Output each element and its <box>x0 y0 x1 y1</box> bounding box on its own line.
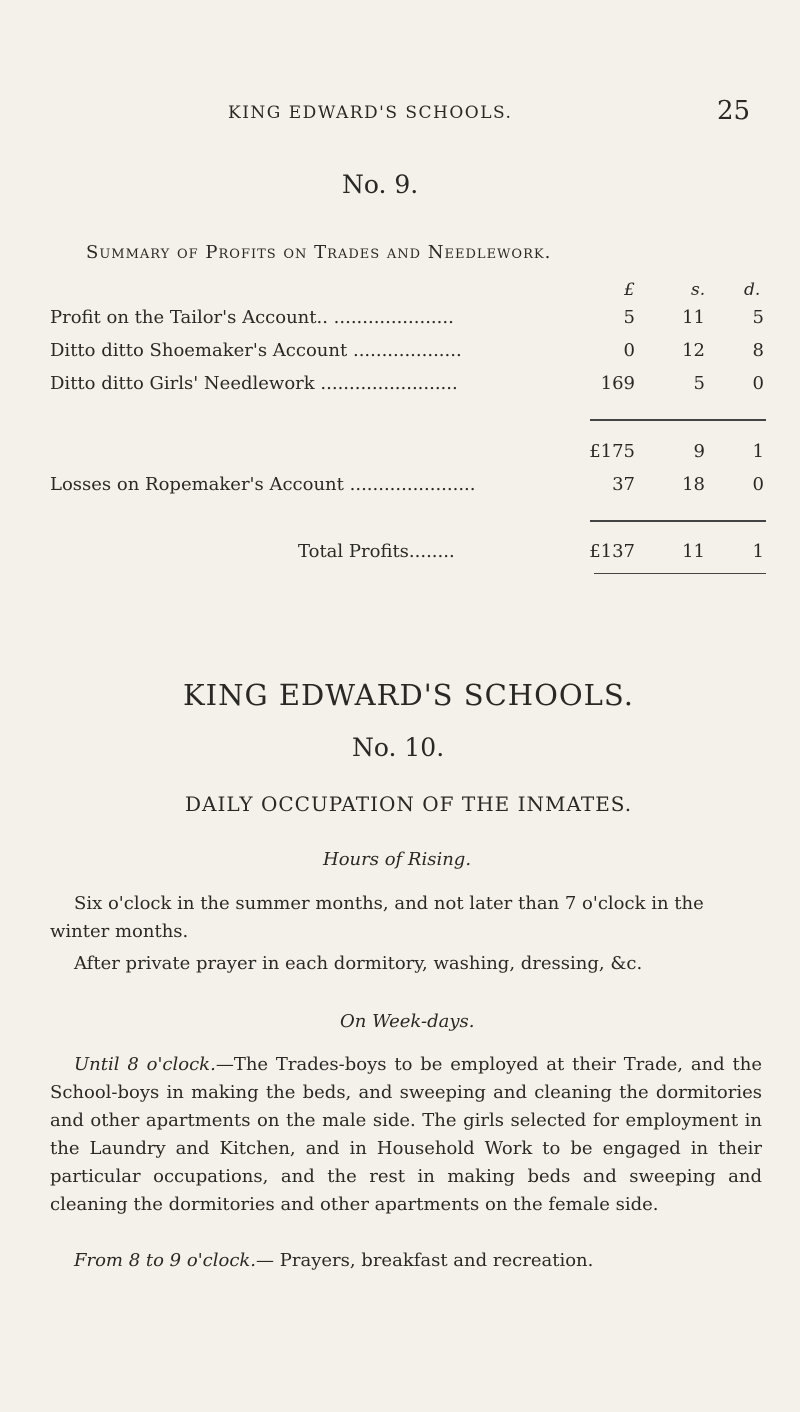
row-pounds: 0 <box>623 340 635 361</box>
running-head: KING EDWARD'S SCHOOLS. <box>228 103 513 123</box>
daily-occupation-title: DAILY OCCUPATION OF THE INMATES. <box>185 792 633 816</box>
total-pence: 1 <box>752 541 764 562</box>
row-pence: 5 <box>752 307 764 328</box>
final-rule <box>594 573 766 574</box>
section-number-10: No. 10. <box>352 733 445 762</box>
from-8-to-9-paragraph <box>50 1247 762 1275</box>
paragraph-body: — Prayers, breakfast and recreation. <box>256 1250 594 1271</box>
row-pounds: 5 <box>623 307 635 328</box>
losses-row <box>50 474 476 495</box>
row-pence: 0 <box>752 373 764 394</box>
subtotal-pounds: £175 <box>589 441 635 462</box>
total-shillings: 11 <box>682 541 705 562</box>
row-label: Ditto ditto Girls' Needlework <box>50 373 315 394</box>
paragraph-lead: From 8 to 9 o'clock. <box>74 1250 257 1271</box>
rising-paragraph: Six o'clock in the summer months, and not later than 7 o'clock in the winter months. <box>50 893 704 942</box>
dot-leader: ...................... <box>349 474 476 495</box>
dot-leader: ........ <box>408 541 455 562</box>
losses-pounds: 37 <box>612 474 635 495</box>
total-row <box>298 541 455 562</box>
row-shillings: 5 <box>693 373 705 394</box>
row-label: Profit on the Tailor's Account.. .. <box>50 307 346 328</box>
subtotal-shillings: 9 <box>693 441 705 462</box>
pence-header: d. <box>744 280 761 300</box>
total-pounds: £137 <box>589 541 635 562</box>
row-shillings: 11 <box>682 307 705 328</box>
account-row-tailor <box>50 307 454 328</box>
row-pounds: 169 <box>600 373 635 394</box>
sum-rule <box>590 419 766 421</box>
row-label: Ditto ditto Shoemaker's Account <box>50 340 348 361</box>
total-label: Total Profits <box>298 541 409 562</box>
account-row-shoemaker <box>50 340 462 361</box>
account-row-needlework <box>50 373 458 394</box>
row-pence: 8 <box>752 340 764 361</box>
week-days-heading: On Week-days. <box>340 1011 475 1032</box>
shillings-header: s. <box>691 280 706 300</box>
total-rule <box>590 520 766 522</box>
subtotal-pence: 1 <box>752 441 764 462</box>
after-prayer-paragraph: After private prayer in each dormitory, washing, dressing, &c. <box>74 953 643 974</box>
hours-of-rising-heading: Hours of Rising. <box>323 849 472 870</box>
school-title: KING EDWARD'S SCHOOLS. <box>183 678 634 712</box>
until-8-paragraph <box>50 1051 762 1219</box>
section-number-9: No. 9. <box>342 170 419 199</box>
losses-shillings: 18 <box>682 474 705 495</box>
paragraph-body: —The Trades-boys to be employed at their Trade, and the School-boys in making the beds, and sweeping and cleaning the dormitories and other apartments on the male side. The girls selected for employment in the Laundry and Kitchen, and in Household Work to be engaged in their particular occupations, and the rest in making beds and sweeping and cleaning the dormitories and other apartments on the female side. <box>50 1054 762 1215</box>
losses-pence: 0 <box>752 474 764 495</box>
summary-title: Summary of Profits on Trades and Needlework. <box>86 242 552 263</box>
dot-leader: ................... <box>352 340 462 361</box>
page-number: 25 <box>717 96 751 126</box>
paragraph-lead: Until 8 o'clock. <box>74 1054 216 1075</box>
dot-leader: ................... <box>345 307 454 328</box>
row-shillings: 12 <box>682 340 705 361</box>
pounds-header: £ <box>624 280 635 300</box>
row-label: Losses on Ropemaker's Account <box>50 474 344 495</box>
dot-leader: ........................ <box>320 373 458 394</box>
